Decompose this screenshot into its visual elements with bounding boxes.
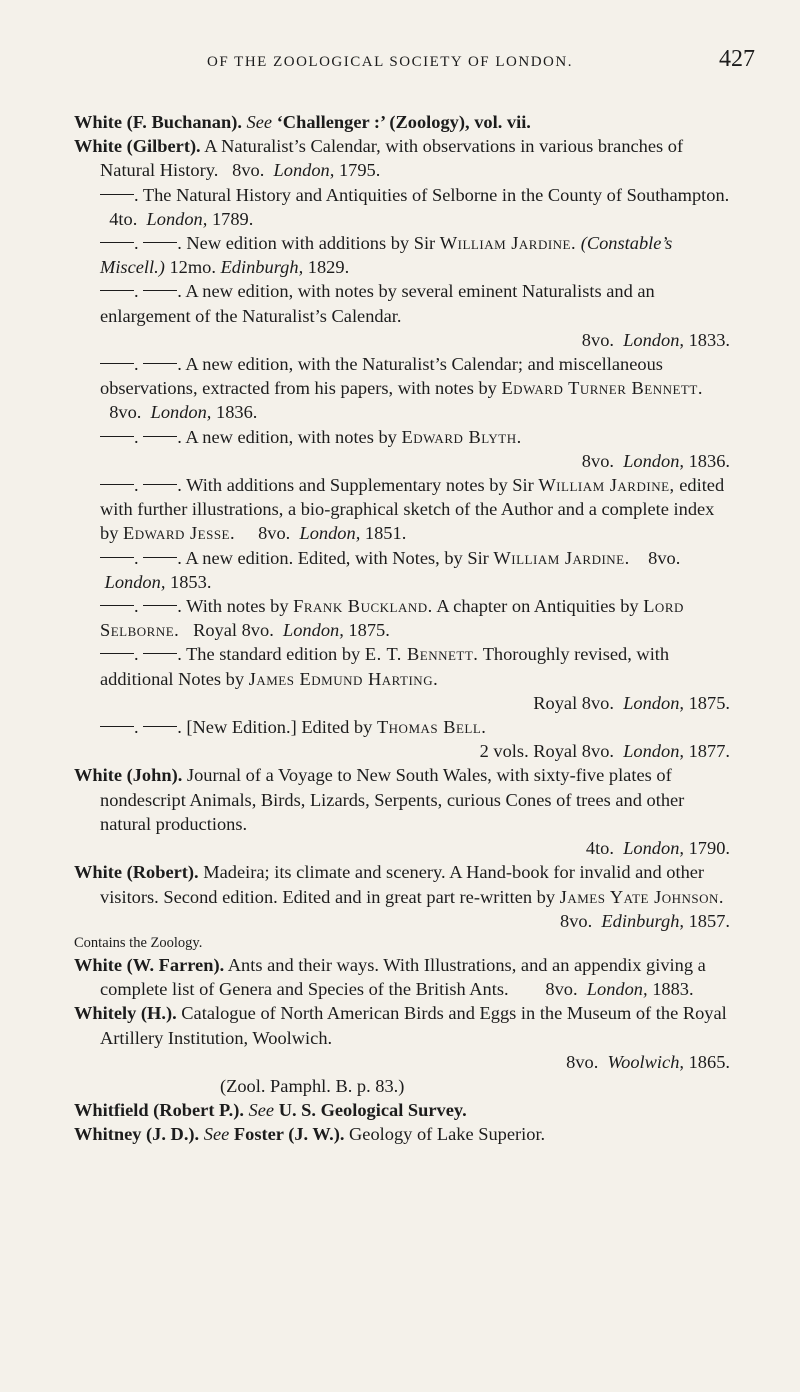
ditto-dash — [143, 290, 177, 291]
pamphlet-reference: (Zool. Pamphl. B. p. 83.) — [220, 1075, 405, 1096]
entry-format: 4to. — [109, 208, 138, 229]
entry-white-f-buchanan — [74, 110, 734, 134]
entry-year: 1875. — [348, 620, 390, 641]
ditto-dash — [100, 436, 134, 437]
entry-year: 1790. — [688, 838, 730, 859]
entry-text: Thoroughly revised, with additional Notes by — [100, 644, 670, 689]
entry-white-john — [74, 763, 734, 860]
entry-year: 1789. — [211, 208, 254, 229]
entry-selborne-1836-bennett: . . A new edition, with the Naturalist’s Calendar; and miscellaneous observations, extracted from his papers, with notes by Edward Turner Bennett. 8vo. London, 1836. — [100, 354, 703, 423]
ditto-dash — [100, 484, 134, 485]
entry-text: Madeira; its climate and scenery. A Hand-book for invalid and other visitors. Second edition. Edited and in great part re-written by — [100, 862, 705, 907]
entry-white-gilbert — [74, 134, 734, 182]
entry-place: London, — [623, 329, 684, 350]
ditto-dash — [100, 242, 134, 243]
entry-format: 8vo. — [258, 523, 291, 544]
entry-person: Edward Jesse. — [123, 523, 236, 544]
entry-place: London, — [146, 208, 208, 229]
entry-format: 8vo. — [560, 910, 593, 931]
ditto-dash — [100, 605, 134, 606]
entry-text: A new edition. Edited, with Notes, by Sir — [185, 547, 489, 568]
entry-person: Lord Selborne. — [100, 596, 684, 641]
entry-heading: Whitely (H.). — [74, 1003, 177, 1024]
page-number: 427 — [719, 46, 755, 72]
entry-place: London, — [586, 979, 648, 1000]
entry-year: 1877. — [688, 741, 730, 762]
running-title: OF THE ZOOLOGICAL SOCIETY OF LONDON. — [207, 54, 573, 70]
entry-heading: White (Gilbert). — [74, 136, 201, 157]
entry-selborne-1875-bennett: . . The standard edition by E. T. Bennett. Thoroughly revised, with additional Notes by James Edmund Harting. Royal 8vo. London, 1875. — [74, 642, 734, 715]
entry-selborne-1875-buckland: . . With notes by Frank Buckland. A chapter on Antiquities by Lord Selborne. Royal 8vo. London, 1875. — [100, 596, 684, 641]
entry-selborne-1836-blyth: . . A new edition, with notes by Edward Blyth. 8vo. London, 1836. — [74, 425, 734, 473]
ditto-dash — [143, 557, 177, 558]
entry-place: Edinburgh, — [601, 910, 684, 931]
entry-white-robert — [74, 860, 734, 933]
entry-imprint — [100, 691, 734, 715]
entry-year: 1829. — [307, 257, 350, 278]
see-reference: See — [246, 112, 273, 132]
see-reference: See — [248, 1100, 275, 1121]
entry-format: 8vo. — [581, 450, 614, 471]
entry-imprint — [100, 836, 734, 860]
ditto-dash — [100, 653, 134, 654]
ditto-dash — [143, 653, 177, 654]
entry-selborne-1851: . . With additions and Supplementary notes by Sir William Jardine, edited with further illustrations, a bio-graphical sketch of the Author and a complete index by Edward Jesse. 8vo. London, 1851. — [100, 475, 725, 544]
entry-person: James Yate Johnson. — [559, 886, 724, 907]
entry-place: London, — [623, 741, 684, 762]
entry-format: Royal 8vo. — [193, 620, 274, 641]
entry-place: London, — [623, 450, 684, 471]
entry-heading: White (W. Farren). — [74, 954, 225, 975]
entry-imprint — [100, 328, 734, 352]
entry-text: The standard edition by — [186, 644, 361, 665]
entry-whitely — [74, 1001, 734, 1098]
ditto-dash — [143, 363, 177, 364]
entry-text: ‘Challenger :’ (Zoology), vol. vii. — [276, 112, 531, 132]
see-reference: See — [203, 1124, 230, 1145]
ditto-dash — [100, 557, 134, 558]
entry-person: James Edmund Harting. — [248, 668, 439, 689]
cross-reference: Foster (J. W.). — [233, 1124, 345, 1145]
entry-text: The Natural History and Antiquities of Selborne in the County of Southampton. — [142, 184, 730, 205]
entry-heading: White (Robert). — [74, 862, 199, 883]
entry-format: 8vo. — [648, 547, 681, 568]
entry-person: William Jardine, — [538, 475, 675, 496]
entry-imprint — [100, 449, 734, 473]
entry-heading: Whitney (J. D.). — [74, 1124, 200, 1145]
entry-text: A new edition, with notes by several eminent Naturalists and an enlargement of the Naturalist’s Calendar. — [100, 281, 655, 326]
entry-person: Frank Buckland. — [293, 596, 433, 617]
entry-year: 1865. — [688, 1051, 730, 1072]
ditto-dash — [143, 242, 177, 243]
entry-format: 8vo. — [545, 979, 578, 1000]
entry-white-w-farren — [74, 953, 734, 1001]
entry-text: A new edition, with the Naturalist’s Calendar; and miscellaneous observations, extracted from his papers, with notes by — [100, 354, 663, 399]
entry-text: New edition with additions by Sir — [186, 233, 436, 254]
entry-year: 1836. — [688, 450, 730, 471]
entry-person: Thomas Bell. — [376, 717, 487, 738]
entry-text: Journal of a Voyage to New South Wales, with sixty-five plates of nondescript Animals, Birds, Lizards, Serpents, curious Cones of trees and other natural productions. — [100, 765, 685, 834]
ditto-dash — [100, 290, 134, 291]
ditto-dash — [143, 436, 177, 437]
entry-note: Contains the Zoology. — [74, 934, 203, 951]
entry-format: 8vo. — [109, 402, 142, 423]
entry-format: 8vo. — [581, 329, 614, 350]
entry-text: (Constable’s Miscell.) — [100, 233, 673, 278]
ditto-dash — [143, 605, 177, 606]
entry-imprint — [100, 909, 734, 933]
entry-place: London, — [104, 571, 166, 592]
entry-text: A chapter on Antiquities by — [436, 596, 639, 617]
entry-year: 1836. — [216, 402, 258, 423]
ditto-dash — [100, 726, 134, 727]
entry-selborne-1833: . . A new edition, with notes by several eminent Naturalists and an enlargement of the Naturalist’s Calendar. 8vo. London, 1833. — [74, 279, 734, 352]
entry-text: A new edition, with notes by — [185, 426, 397, 447]
entry-year: 1853. — [170, 571, 212, 592]
entry-format: Royal 8vo. — [533, 692, 614, 713]
entry-format: 8vo. — [566, 1051, 599, 1072]
entry-heading: Whitfield (Robert P.). — [74, 1100, 244, 1121]
entry-person: William Jardine. — [493, 547, 630, 568]
cross-reference: U. S. Geological Survey. — [278, 1100, 467, 1121]
ditto-dash — [143, 484, 177, 485]
entry-person: Edward Turner Bennett. — [501, 378, 703, 399]
entry-whitfield — [74, 1098, 734, 1122]
entry-place: London, — [150, 402, 212, 423]
entry-selborne: . The Natural History and Antiquities of Selborne in the County of Southampton. 4to. London, 1789. — [74, 183, 734, 231]
entry-text: edited with further illustrations, a bio-graphical sketch of the Author and a complete index by — [100, 475, 725, 544]
entry-year: 1875. — [688, 692, 730, 713]
entry-selborne-1853: . . A new edition. Edited, with Notes, by Sir William Jardine. 8vo. London, 1853. — [74, 546, 734, 594]
catalogue-entries — [74, 110, 734, 1147]
entry-whitney — [74, 1122, 734, 1146]
ditto-dash — [100, 363, 134, 364]
entry-text: Catalogue of North American Birds and Eggs in the Museum of the Royal Artillery Institution, Woolwich. — [100, 1003, 727, 1048]
ditto-dash — [143, 726, 177, 727]
entry-format: 4to. — [585, 838, 614, 859]
entry-imprint — [100, 1050, 734, 1074]
entry-place: London, — [273, 160, 335, 181]
entry-year: 1795. — [338, 160, 381, 181]
entry-heading: White (John). — [74, 765, 183, 786]
entry-text: Ants and their ways. With Illustrations, and an appendix giving a complete list of Genera and Species of the British Ants. — [100, 954, 706, 1000]
entry-text: A Naturalist’s Calendar, with observations in various branches of Natural History. — [100, 136, 684, 181]
entry-place: Woolwich, — [607, 1051, 684, 1072]
entry-format: 12mo. — [169, 257, 216, 278]
entry-year: 1883. — [652, 979, 694, 1000]
entry-text: Geology of Lake Superior. — [349, 1124, 546, 1145]
entry-format: 2 vols. Royal 8vo. — [479, 741, 614, 762]
entry-year: 1851. — [364, 523, 407, 544]
entry-place: London, — [283, 620, 344, 641]
entry-heading: White (F. Buchanan). — [74, 112, 242, 132]
entry-text: With notes by — [186, 596, 289, 617]
entry-imprint — [100, 739, 734, 763]
entry-format: 8vo. — [232, 160, 265, 181]
entry-place: Edinburgh, — [220, 257, 304, 278]
entry-place: London, — [623, 692, 684, 713]
entry-selborne-1829: . . New edition with additions by Sir William Jardine. (Constable’s Miscell.) 12mo. Edinburgh, 1829. — [100, 233, 673, 278]
entry-person: Edward Blyth. — [401, 426, 522, 447]
entry-place: London, — [299, 523, 361, 544]
entry-place: London, — [623, 838, 684, 859]
entry-year: 1857. — [688, 910, 730, 931]
entry-selborne-1877: . . [New Edition.] Edited by Thomas Bell. 2 vols. Royal 8vo. London, 1877. — [74, 715, 734, 763]
entry-text: With additions and Supplementary notes by Sir — [186, 475, 534, 496]
entry-text: [New Edition.] Edited by — [186, 717, 373, 738]
entry-person: E. T. Bennett. — [364, 644, 479, 665]
entry-year: 1833. — [688, 329, 730, 350]
ditto-dash — [100, 194, 134, 195]
entry-person: William Jardine. — [439, 233, 577, 254]
